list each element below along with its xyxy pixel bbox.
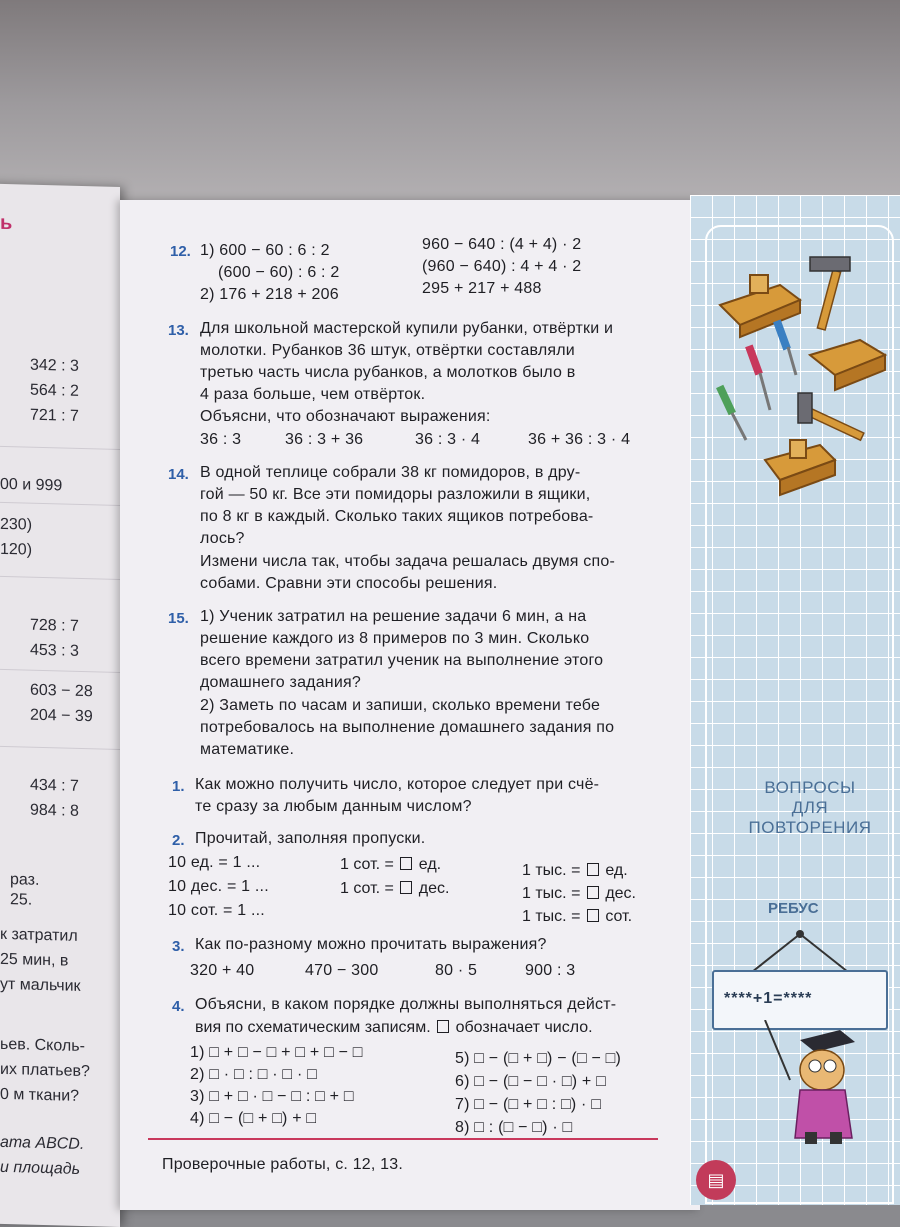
hammer-icon: [798, 393, 864, 440]
scheme-item: 4) □ − (□ + □) + □: [190, 1110, 317, 1127]
question-2-row: 1 тыс. = дес.: [522, 885, 636, 902]
blank-box: [587, 863, 599, 876]
plane-tool-icon: [765, 440, 835, 495]
left-rule: [0, 446, 120, 450]
review-title-line: ВОПРОСЫ: [764, 778, 856, 797]
task-13-line: третью часть числа рубанков, а молотков было в: [200, 364, 576, 381]
task-number-14: 14.: [168, 466, 189, 483]
question-3-title: Как по-разному можно прочитать выражения?: [195, 936, 547, 953]
rebus-label: РЕБУС: [768, 900, 819, 917]
question-number-1: 1.: [172, 778, 185, 795]
question-2-cell: 10 дес. = 1 ...: [168, 878, 269, 895]
task-13-expr: 36 + 36 : 3 · 4: [528, 431, 631, 448]
task-12-expr: (960 − 640) : 4 + 4 · 2: [422, 258, 582, 275]
question-3-expr: 900 : 3: [525, 962, 576, 979]
task-12-expr: 295 + 217 + 488: [422, 280, 542, 297]
left-line: 00 и 999: [0, 475, 63, 495]
task-13-expr: 36 : 3 · 4: [415, 431, 481, 448]
question-2-row: 1 сот. = ед.: [340, 856, 442, 873]
task-12-expr: 960 − 640 : (4 + 4) · 2: [422, 236, 582, 253]
screwdriver-icon: [716, 320, 796, 440]
rebus-text: ****+1=****: [724, 990, 813, 1007]
task-13-expr: 36 : 3: [200, 431, 242, 448]
task-15-line: всего времени затратил ученик на выполнение этого: [200, 652, 604, 669]
left-line: их платьев?: [0, 1060, 90, 1081]
question-4-line: вия по схематическим записям. обозначает число.: [195, 1019, 593, 1036]
task-14-line: гой — 50 кг. Все эти помидоры разложили в ящики,: [200, 486, 591, 503]
question-number-3: 3.: [172, 938, 185, 955]
footer-text: Проверочные работы, с. 12, 13.: [162, 1156, 404, 1173]
task-number-13: 13.: [168, 322, 189, 339]
task-15-line: решение каждого из 8 примеров по 3 мин. Сколько: [200, 630, 590, 647]
left-line: и площадь: [0, 1158, 81, 1178]
blank-box: [587, 886, 599, 899]
task-15-line: математике.: [200, 741, 295, 758]
task-15-line: 2) Заметь по часам и запиши, сколько времени тебе: [200, 697, 601, 714]
question-2-cell: 10 ед. = 1 ...: [168, 854, 261, 871]
task-12-expr: (600 − 60) : 6 : 2: [218, 264, 340, 281]
question-2-title: Прочитай, заполняя пропуски.: [195, 830, 426, 847]
question-3-expr: 80 · 5: [435, 962, 478, 979]
task-14-line: В одной теплице собрали 38 кг помидоров, в дру-: [200, 464, 581, 481]
left-line: 603 − 28: [30, 681, 93, 701]
scheme-item: 2) □ · □ : □ · □ · □: [190, 1066, 317, 1083]
task-15-line: 1) Ученик затратил на решение задачи 6 мин, а на: [200, 608, 587, 625]
review-title-line: ДЛЯ: [791, 798, 829, 817]
question-3-expr: 470 − 300: [305, 962, 379, 979]
blank-box: [400, 881, 412, 894]
left-line: 25.: [10, 891, 33, 909]
plane-tool-icon: [810, 340, 885, 390]
left-line: 25 мин, в: [0, 950, 69, 970]
scheme-item: 3) □ + □ · □ − □ : □ + □: [190, 1088, 354, 1105]
scheme-item: 8) □ : (□ − □) · □: [455, 1119, 573, 1136]
task-14-line: по 8 кг в каждый. Сколько таких ящиков потребова-: [200, 508, 594, 525]
task-number-15: 15.: [168, 610, 189, 627]
task-13-line: Объясни, что обозначают выражения:: [200, 408, 491, 425]
question-1-line: те сразу за любым данным числом?: [195, 798, 472, 815]
left-page: [0, 183, 120, 1227]
left-line: 728 : 7: [30, 616, 79, 635]
task-13-line: молотки. Рубанков 36 штук, отвёртки составляли: [200, 342, 575, 359]
blank-box: [400, 857, 412, 870]
left-rule: [0, 576, 120, 580]
left-line: ут мальчик: [0, 975, 81, 995]
task-14-line: Измени числа так, чтобы задача решалась двумя спо-: [200, 553, 615, 570]
left-line: 342 : 3: [30, 356, 79, 375]
review-title-line: ПОВТОРЕНИЯ: [748, 818, 872, 837]
question-2-row: 1 тыс. = сот.: [522, 908, 633, 925]
left-line: к затратил: [0, 925, 78, 945]
left-line: раз.: [10, 871, 40, 889]
question-1-line: Как можно получить число, которое следует при счё-: [195, 776, 600, 793]
task-15-line: потребовалось на выполнение домашнего задания по: [200, 719, 615, 736]
left-line: 721 : 7: [30, 406, 79, 425]
book-icon: ▤: [696, 1160, 736, 1200]
scheme-item: 7) □ − (□ + □ : □) · □: [455, 1096, 602, 1113]
footer-rule: [148, 1138, 658, 1140]
question-3-expr: 320 + 40: [190, 962, 255, 979]
left-line: 984 : 8: [30, 801, 79, 820]
hammer-icon: [810, 257, 850, 330]
task-14-line: лось?: [200, 530, 245, 547]
left-line: 230): [0, 515, 33, 534]
left-line: 434 : 7: [30, 776, 79, 795]
left-rule: [0, 502, 120, 506]
task-12-expr: 2) 176 + 218 + 206: [200, 286, 339, 303]
left-line: 564 : 2: [30, 381, 79, 400]
left-rule: [0, 746, 120, 750]
left-line: ата ABCD.: [0, 1133, 85, 1154]
task-13-line: 4 раза больше, чем отвёрток.: [200, 386, 426, 403]
task-13-expr: 36 : 3 + 36: [285, 431, 364, 448]
task-14-line: собами. Сравни эти способы решения.: [200, 575, 498, 592]
left-rule: [0, 669, 120, 673]
question-number-4: 4.: [172, 998, 185, 1015]
left-line: 0 м ткани?: [0, 1085, 80, 1105]
task-13-line: Для школьной мастерской купили рубанки, отвёртки и: [200, 320, 614, 337]
blank-box: [437, 1020, 449, 1033]
scheme-item: 5) □ − (□ + □) − (□ − □): [455, 1050, 622, 1067]
left-line: 120): [0, 540, 33, 559]
question-2-row: 1 тыс. = ед.: [522, 862, 628, 879]
tools-illustration: [710, 245, 890, 515]
review-questions-title: [735, 778, 885, 838]
left-line: 204 − 39: [30, 706, 93, 726]
board-hanger: [740, 928, 860, 974]
left-line: 453 : 3: [30, 641, 79, 660]
scheme-item: 1) □ + □ − □ + □ + □ − □: [190, 1044, 363, 1061]
task-number-12: 12.: [170, 243, 191, 260]
left-heading-fragment: ь: [0, 211, 13, 235]
question-number-2: 2.: [172, 832, 185, 849]
task-12-expr: 1) 600 − 60 : 6 : 2: [200, 242, 330, 259]
question-2-row: 1 сот. = дес.: [340, 880, 450, 897]
plane-tool-icon: [720, 275, 800, 337]
owl-teacher-illustration: [760, 1020, 870, 1150]
question-2-cell: 10 сот. = 1 ...: [168, 902, 265, 919]
scheme-item: 6) □ − (□ − □ · □) + □: [455, 1073, 606, 1090]
left-line: ьев. Сколь-: [0, 1035, 85, 1056]
question-4-line: Объясни, в каком порядке должны выполняться дейст-: [195, 996, 617, 1013]
blank-box: [587, 909, 599, 922]
task-15-line: домашнего задания?: [200, 674, 361, 691]
